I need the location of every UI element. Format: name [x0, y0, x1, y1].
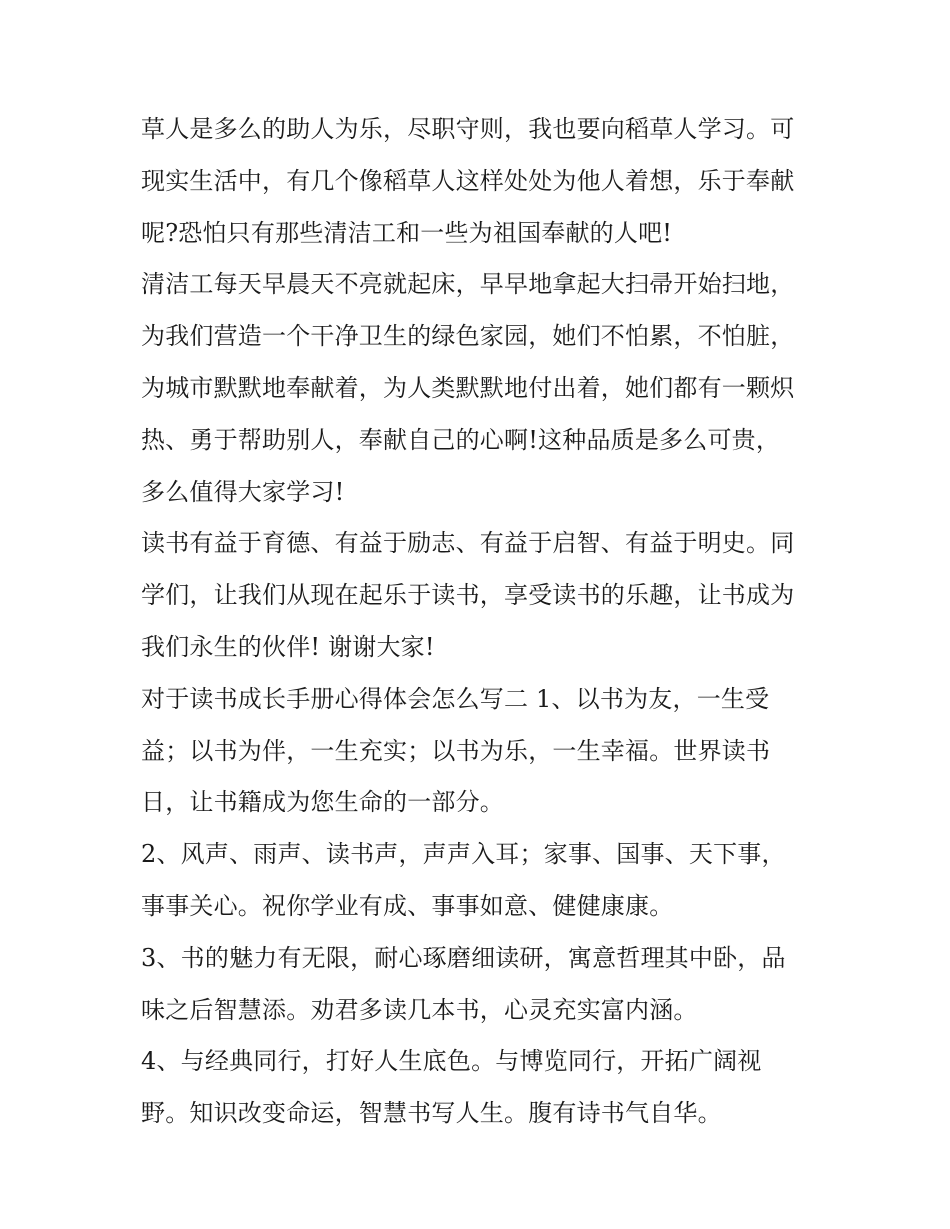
text-line: 为我们营造一个干净卫生的绿色家园，她们不怕累，不怕脏， — [141, 322, 795, 351]
text-line: 读书有益于育德、有益于励志、有益于启智、有益于明史。同 — [141, 529, 795, 558]
text-line: 多么值得大家学习! — [141, 477, 345, 506]
text-line: 事事关心。祝你学业有成、事事如意、健健康康。 — [141, 891, 674, 920]
text-line: 日，让书籍成为您生命的一部分。 — [141, 788, 504, 817]
text-line: 为城市默默地奉献着，为人类默默地付出着，她们都有一颗炽 — [141, 373, 795, 402]
text-line: 益；以书为伴，一生充实；以书为乐，一生幸福。世界读书 — [141, 736, 771, 765]
document-body — [141, 104, 841, 1140]
text-line: 清洁工每天早晨天不亮就起床，早早地拿起大扫帚开始扫地， — [141, 270, 795, 299]
text-line: 热、勇于帮助别人，奉献自己的心啊!这种品质是多么可贵， — [141, 425, 781, 454]
text-line: 野。知识改变命运，智慧书写人生。腹有诗书气自华。 — [141, 1099, 722, 1128]
text-line: 味之后智慧添。劝君多读几本书，心灵充实富内涵。 — [141, 995, 698, 1024]
text-line: 2、风声、雨声、读书声，声声入耳；家事、国事、天下事， — [141, 840, 786, 869]
text-line: 3、书的魅力有无限，耐心琢磨细读研，寓意哲理其中卧，品 — [141, 943, 786, 972]
text-line: 我们永生的伙伴! 谢谢大家! — [141, 632, 435, 661]
text-line: 4、与经典同行，打好人生底色。与博览同行，开拓广阔视 — [141, 1047, 762, 1076]
text-line: 学们，让我们从现在起乐于读书，享受读书的乐趣，让书成为 — [141, 581, 795, 610]
text-line: 草人是多么的助人为乐，尽职守则，我也要向稻草人学习。可 — [141, 115, 795, 143]
text-line: 呢?恐怕只有那些清洁工和一些为祖国奉献的人吧! — [141, 218, 673, 247]
text-line: 现实生活中，有几个像稻草人这样处处为他人着想，乐于奉献 — [141, 166, 795, 195]
text-line: 对于读书成长手册心得体会怎么写二 1、以书为友，一生受 — [141, 684, 770, 713]
